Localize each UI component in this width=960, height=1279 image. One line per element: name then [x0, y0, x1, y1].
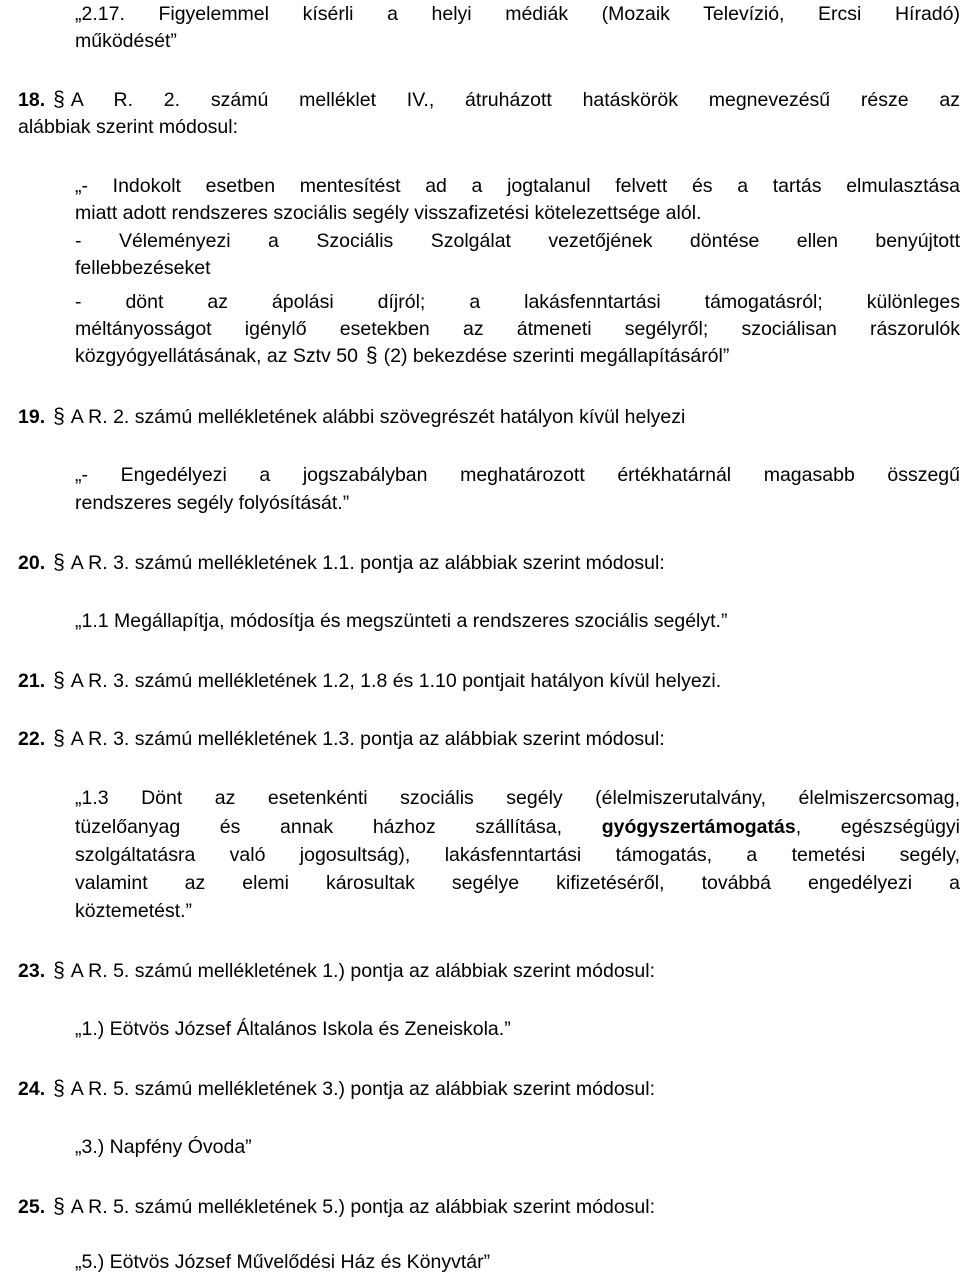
item-19-number: 19. — [18, 406, 46, 428]
item-22-heading — [18, 727, 665, 751]
item-18-quote-line-4: fellebbezéseket — [75, 257, 211, 279]
item-20-number: 20. — [18, 552, 46, 574]
item-20-heading — [18, 551, 665, 575]
item-22-number: 22. — [18, 728, 46, 750]
item-24-heading — [18, 1077, 655, 1101]
item-18-quote-line-3: - Véleményezi a Szociális Szolgálat vezetőjének döntése ellen benyújtott — [75, 230, 960, 252]
item-19-quote-line-2: rendszeres segély folyósítását.” — [75, 492, 350, 514]
section-sign: § — [365, 344, 378, 367]
item-23-number: 23. — [18, 960, 46, 982]
section-sign: § — [53, 551, 65, 574]
item-22-quote-line-3: szolgáltatásra való jogosultság), lakásfenntartási támogatás, a temetési segély, — [75, 844, 960, 866]
item-20-text: A R. 3. számú mellékletének 1.1. pontja az alábbiak szerint módosul: — [70, 552, 665, 574]
item-22-quote-line-2b: , egészségügyi — [795, 816, 960, 838]
item-20-quote: „1.1 Megállapítja, módosítja és megszünteti a rendszeres szociális segélyt.” — [75, 610, 728, 632]
item-22-quote-line-4: valamint az elemi károsultak segélye kifizetéséről, továbbá engedélyezi a — [75, 872, 960, 894]
section-sign: § — [53, 959, 65, 982]
item-21-text: A R. 3. számú mellékletének 1.2, 1.8 és 1.10 pontjait hatályon kívül helyezi. — [70, 670, 722, 692]
item-18-quote-line-1: „- Indokolt esetben mentesítést ad a jogtalanul felvett és a tartás elmulasztása — [75, 175, 960, 197]
item-24-quote: „3.) Napfény Óvoda” — [75, 1136, 252, 1158]
item-25-number: 25. — [18, 1196, 46, 1218]
item-18-line-2: alábbiak szerint módosul: — [18, 116, 239, 138]
section-sign: § — [53, 1195, 65, 1218]
item-19-quote-line-1: „- Engedélyezi a jogszabályban meghatározott értékhatárnál magasabb összegű — [75, 464, 960, 486]
item-17-line-1: „2.17. Figyelemmel kísérli a helyi médiák (Mozaik Televízió, Ercsi Híradó) — [75, 3, 960, 25]
item-18-heading — [18, 88, 960, 112]
item-18-quote-line-7a: közgyógyellátásának, az Sztv 50 — [75, 345, 358, 367]
item-18-quote-line-7 — [75, 344, 729, 368]
item-21-number: 21. — [18, 670, 46, 692]
item-18-quote-line-7b: (2) bekezdése szerinti megállapításáról” — [383, 345, 730, 367]
item-18-number: 18. — [18, 89, 46, 111]
item-25-quote: „5.) Eötvös József Művelődési Ház és Könyvtár” — [75, 1251, 491, 1273]
section-sign: § — [53, 1077, 65, 1100]
item-23-quote: „1.) Eötvös József Általános Iskola és Zeneiskola.” — [75, 1018, 511, 1040]
item-18-quote-line-2: miatt adott rendszeres szociális segély visszafizetési kötelezettsége alól. — [75, 202, 702, 224]
item-18-quote-line-6: méltányosságot igénylő esetekben az átmeneti segélyről; szociálisan rászorulók — [75, 318, 960, 340]
item-23-heading — [18, 959, 655, 983]
section-sign: § — [53, 405, 65, 428]
item-19-heading — [18, 405, 685, 429]
item-23-text: A R. 5. számú mellékletének 1.) pontja az alábbiak szerint módosul: — [70, 960, 656, 982]
item-24-number: 24. — [18, 1078, 46, 1100]
section-sign: § — [53, 88, 65, 111]
item-22-text: A R. 3. számú mellékletének 1.3. pontja az alábbiak szerint módosul: — [70, 728, 665, 750]
item-24-text: A R. 5. számú mellékletének 3.) pontja az alábbiak szerint módosul: — [70, 1078, 656, 1100]
item-22-quote-line-5: köztemetést.” — [75, 900, 193, 922]
item-18-text: A R. 2. számú melléklet IV., átruházott hatáskörök megnevezésű része az — [70, 89, 960, 111]
item-22-quote-line-2 — [75, 815, 960, 839]
item-18-quote-line-5: - dönt az ápolási díjról; a lakásfenntartási támogatásról; különleges — [75, 291, 960, 313]
section-sign: § — [53, 727, 65, 750]
item-25-heading — [18, 1195, 655, 1219]
item-17-line-2: működését” — [75, 30, 177, 52]
item-22-quote-bold-term: gyógyszertámogatás — [601, 816, 796, 838]
item-25-text: A R. 5. számú mellékletének 5.) pontja az alábbiak szerint módosul: — [70, 1196, 656, 1218]
item-21-heading — [18, 669, 721, 693]
section-sign: § — [53, 669, 65, 692]
item-22-quote-line-1: „1.3 Dönt az esetenkénti szociális segély (élelmiszerutalvány, élelmiszercsomag, — [75, 787, 960, 809]
item-22-quote-line-2a: tüzelőanyag és annak házhoz szállítása, — [75, 816, 563, 838]
item-19-text: A R. 2. számú mellékletének alábbi szövegrészét hatályon kívül helyezi — [70, 406, 686, 428]
